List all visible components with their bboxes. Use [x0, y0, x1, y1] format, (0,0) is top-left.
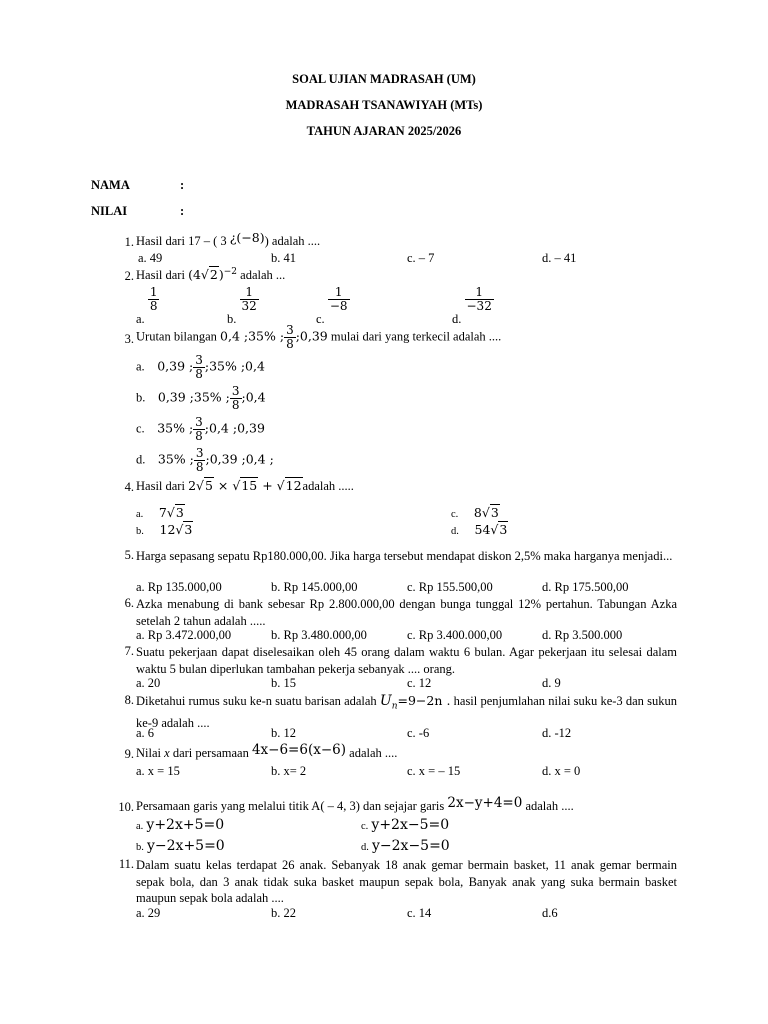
question-text: Hasil dari $(4√2)^{-2}$ adalah ...: [136, 267, 286, 283]
option: b. 12√3: [136, 522, 193, 537]
option: d. Rp 3.500.000: [542, 628, 623, 642]
score-colon: :: [180, 204, 185, 218]
option: c. Rp 3.400.000,00: [407, 628, 503, 642]
option: d. Rp 175.500,00: [542, 580, 629, 594]
option: a. x = 15: [136, 764, 180, 778]
math-expression: 2√5 × √15 + √12: [188, 478, 302, 493]
option: b. 41: [271, 251, 296, 265]
math-expression: $(4√2)^{-2}$: [188, 267, 238, 283]
option: a. Rp 135.000,00: [136, 580, 222, 594]
option: b. $\frac{1}{32}$: [227, 285, 257, 327]
question-number: 1.: [124, 235, 134, 249]
question-number: 7.: [124, 644, 134, 658]
question-text: Hasil dari 2√5 × √15 + √12adalah .....: [136, 478, 354, 493]
question-number: 9.: [124, 747, 134, 761]
option: d. $\frac{1}{-32}$: [452, 285, 492, 327]
option: c. 35% ; $\frac{3}{8}$ ;0,4 ;0,39: [136, 415, 265, 443]
math-expression: ¿(−8): [229, 230, 265, 245]
option: a. y+2x+5=0: [136, 817, 225, 833]
option: d. – 41: [542, 251, 577, 265]
option: b. 0,39 ;35% ; $\frac{3}{8}$ ;0,4: [136, 384, 266, 412]
question-text: Suatu pekerjaan dapat diselesaikan oleh 45 orang dalam waktu 6 bulan. Agar pekerjaan itu selesai dalam waktu 5 bulan diperlukan tambahan pekerja sebanyak .... orang.: [136, 645, 677, 676]
option: a. 6: [136, 726, 155, 740]
academic-year: TAHUN AJARAN 2025/2026: [306, 124, 462, 138]
question-number: 3.: [124, 332, 134, 346]
option: a. 0,39 ; $\frac{3}{8}$ ;35% ;0,4: [136, 353, 265, 381]
option: a. Rp 3.472.000,00: [136, 628, 232, 642]
option: c. 12: [407, 676, 432, 690]
question-text: Azka menabung di bank sebesar Rp 2.800.000,00 dengan bunga tunggal 12% pertahun. Tabungan Azka setelah 2 tahun adalah .....: [136, 597, 677, 628]
option: a. 49: [138, 251, 163, 265]
question-number: 11.: [118, 857, 134, 871]
option: a. 20: [136, 676, 161, 690]
option: d. 54√3: [451, 522, 508, 537]
question-text: Harga sepasang sepatu Rp180.000,00. Jika harga tersebut mendapat diskon 2,5% maka harganya menjadi...: [136, 549, 673, 563]
option: b. Rp 145.000,00: [271, 580, 358, 594]
name-label: NAMA: [91, 178, 130, 192]
option: c. 14: [407, 906, 432, 920]
question-number: 6.: [124, 596, 134, 610]
question-number: 4.: [124, 480, 134, 494]
option: d. -12: [542, 726, 572, 740]
math-expression: 4x−6=6(x−6): [251, 742, 347, 758]
question-number: 10.: [118, 800, 134, 814]
option: d. 35% ; $\frac{3}{8}$ ;0,39 ;0,4 ;: [136, 446, 274, 474]
option: a. $\frac{1}{8}$: [136, 285, 158, 327]
option: c. Rp 155.500,00: [407, 580, 493, 594]
question-number: 8.: [124, 693, 134, 707]
option: c. y+2x−5=0: [361, 817, 450, 833]
question-text: Nilai x dari persamaan 4x−6=6(x−6) adalah ....: [136, 742, 398, 760]
math-expression: 2x−y+4=0: [447, 795, 523, 811]
option: b. 22: [271, 906, 296, 920]
option: d. 9: [542, 676, 561, 690]
option: d. x = 0: [542, 764, 581, 778]
question-text: Urutan bilangan 0,4 ;35% ; $\frac{3}{8}$ ;0,39 mulai dari yang terkecil adalah ....: [136, 323, 502, 351]
score-label: NILAI: [91, 204, 128, 218]
option: d. y−2x−5=0: [361, 838, 450, 854]
option: c. 8√3: [451, 505, 499, 520]
question-text: Hasil dari 17 – ( 3 ¿(−8)) adalah ....: [136, 230, 321, 248]
option: a. 7√3: [136, 505, 184, 520]
school-level: MADRASAH TSANAWIYAH (MTs): [285, 98, 483, 112]
option: c. – 7: [407, 251, 435, 265]
name-colon: :: [180, 178, 185, 192]
option: a. 29: [136, 906, 161, 920]
question-number: 2.: [124, 269, 134, 283]
option: b. 15: [271, 676, 296, 690]
option: b. x= 2: [271, 764, 307, 778]
option: d.6: [542, 906, 558, 920]
option: c. -6: [407, 726, 430, 740]
question-text: Persamaan garis yang melalui titik A( – 4, 3) dan sejajar garis 2x−y+4=0 adalah ....: [136, 795, 574, 813]
option: b. Rp 3.480.000,00: [271, 628, 367, 642]
option: b. y−2x+5=0: [136, 838, 225, 854]
option: c. $\frac{1}{-8}$: [316, 285, 348, 327]
question-number: 5.: [124, 548, 134, 562]
option: b. 12: [271, 726, 296, 740]
question-text: Diketahui rumus suku ke-n suatu barisan adalah $U_n=9-2n$ . hasil penjumlahan nilai suku ke-3 dan sukun ke-9 adalah ....: [136, 693, 677, 730]
option: c. x = – 15: [407, 764, 461, 778]
exam-title: SOAL UJIAN MADRASAH (UM): [292, 72, 476, 86]
question-text: Dalam suatu kelas terdapat 26 anak. Sebanyak 18 anak gemar bermain basket, 11 anak gemar bermain sepak bola, dan 3 anak tidak suka basket maupun sepak bola, Banyak anak yang suka bermain basket maupun sepak bola adalah ....: [136, 858, 677, 905]
